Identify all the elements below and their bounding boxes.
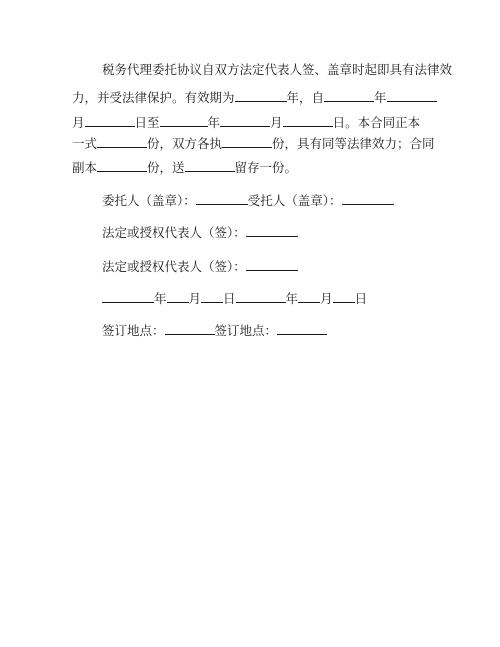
paragraph-text: 税务代理委托协议自双方法定代表人签、盖章时起即具有法律效 bbox=[102, 62, 453, 77]
paragraph-line bbox=[0, 159, 500, 175]
legal-rep-field bbox=[246, 258, 298, 271]
signing-place-label: 签订地点： bbox=[214, 323, 278, 338]
legal-rep-label: 法定或授权代表人（签）： bbox=[102, 259, 246, 274]
day-field bbox=[201, 290, 223, 303]
entrusted-party-field bbox=[342, 192, 394, 205]
date-row bbox=[0, 290, 500, 306]
month-label: 月 bbox=[320, 291, 333, 306]
blank-field bbox=[324, 89, 374, 102]
year-label: 年 bbox=[154, 291, 167, 306]
paragraph-text: 日至 bbox=[134, 115, 160, 130]
paragraph-text: 份，双方各执 bbox=[147, 136, 223, 151]
blank-field bbox=[387, 89, 437, 102]
blank-field bbox=[97, 159, 147, 172]
paragraph-line bbox=[0, 89, 500, 105]
signing-place-label: 签订地点： bbox=[102, 323, 165, 338]
blank-field bbox=[85, 114, 135, 127]
paragraph-text: 日。本合同正本 bbox=[332, 115, 421, 130]
legal-rep-label: 法定或授权代表人（签）： bbox=[102, 225, 246, 240]
signing-place-field bbox=[165, 322, 215, 335]
legal-rep-row bbox=[0, 258, 500, 274]
year-label: 年 bbox=[285, 291, 299, 306]
year-field bbox=[102, 290, 154, 303]
paragraph-text: 月 bbox=[270, 115, 283, 130]
day-field bbox=[333, 290, 355, 303]
blank-field bbox=[222, 135, 272, 148]
blank-field bbox=[235, 89, 287, 102]
blank-field bbox=[283, 114, 333, 127]
entrusted-party-label: 受托人（盖章）： bbox=[247, 193, 342, 208]
legal-rep-field bbox=[246, 224, 298, 237]
signature-row bbox=[0, 192, 500, 208]
blank-field bbox=[185, 159, 235, 172]
entrusting-party-field bbox=[196, 192, 248, 205]
blank-field bbox=[97, 135, 147, 148]
legal-rep-row bbox=[0, 224, 500, 240]
paragraph-text: 份，送 bbox=[147, 160, 185, 175]
paragraph-line bbox=[0, 62, 500, 78]
month-label: 月 bbox=[188, 291, 202, 306]
blank-field bbox=[220, 114, 270, 127]
month-field bbox=[167, 290, 189, 303]
paragraph-text: 年，自 bbox=[286, 90, 325, 105]
month-field bbox=[298, 290, 320, 303]
paragraph-text: 力，并受法律保护。有效期为 bbox=[72, 90, 235, 105]
day-label: 日 bbox=[354, 291, 368, 306]
blank-field bbox=[160, 114, 208, 127]
paragraph-text: 份，具有同等法律效力；合同 bbox=[272, 136, 435, 151]
paragraph-text: 年 bbox=[374, 90, 387, 105]
signing-place-field bbox=[277, 322, 327, 335]
paragraph-text: 留存一份。 bbox=[234, 160, 298, 175]
paragraph-text: 年 bbox=[207, 115, 221, 130]
entrusting-party-label: 委托人（盖章）： bbox=[102, 193, 196, 208]
paragraph-text: 月 bbox=[72, 115, 85, 130]
paragraph-text: 一式 bbox=[72, 136, 98, 151]
paragraph-line bbox=[0, 135, 500, 151]
paragraph-line bbox=[0, 114, 500, 130]
signing-place-row bbox=[0, 322, 500, 338]
day-label: 日 bbox=[223, 291, 236, 306]
paragraph-text: 副本 bbox=[72, 160, 98, 175]
year-field bbox=[236, 290, 286, 303]
